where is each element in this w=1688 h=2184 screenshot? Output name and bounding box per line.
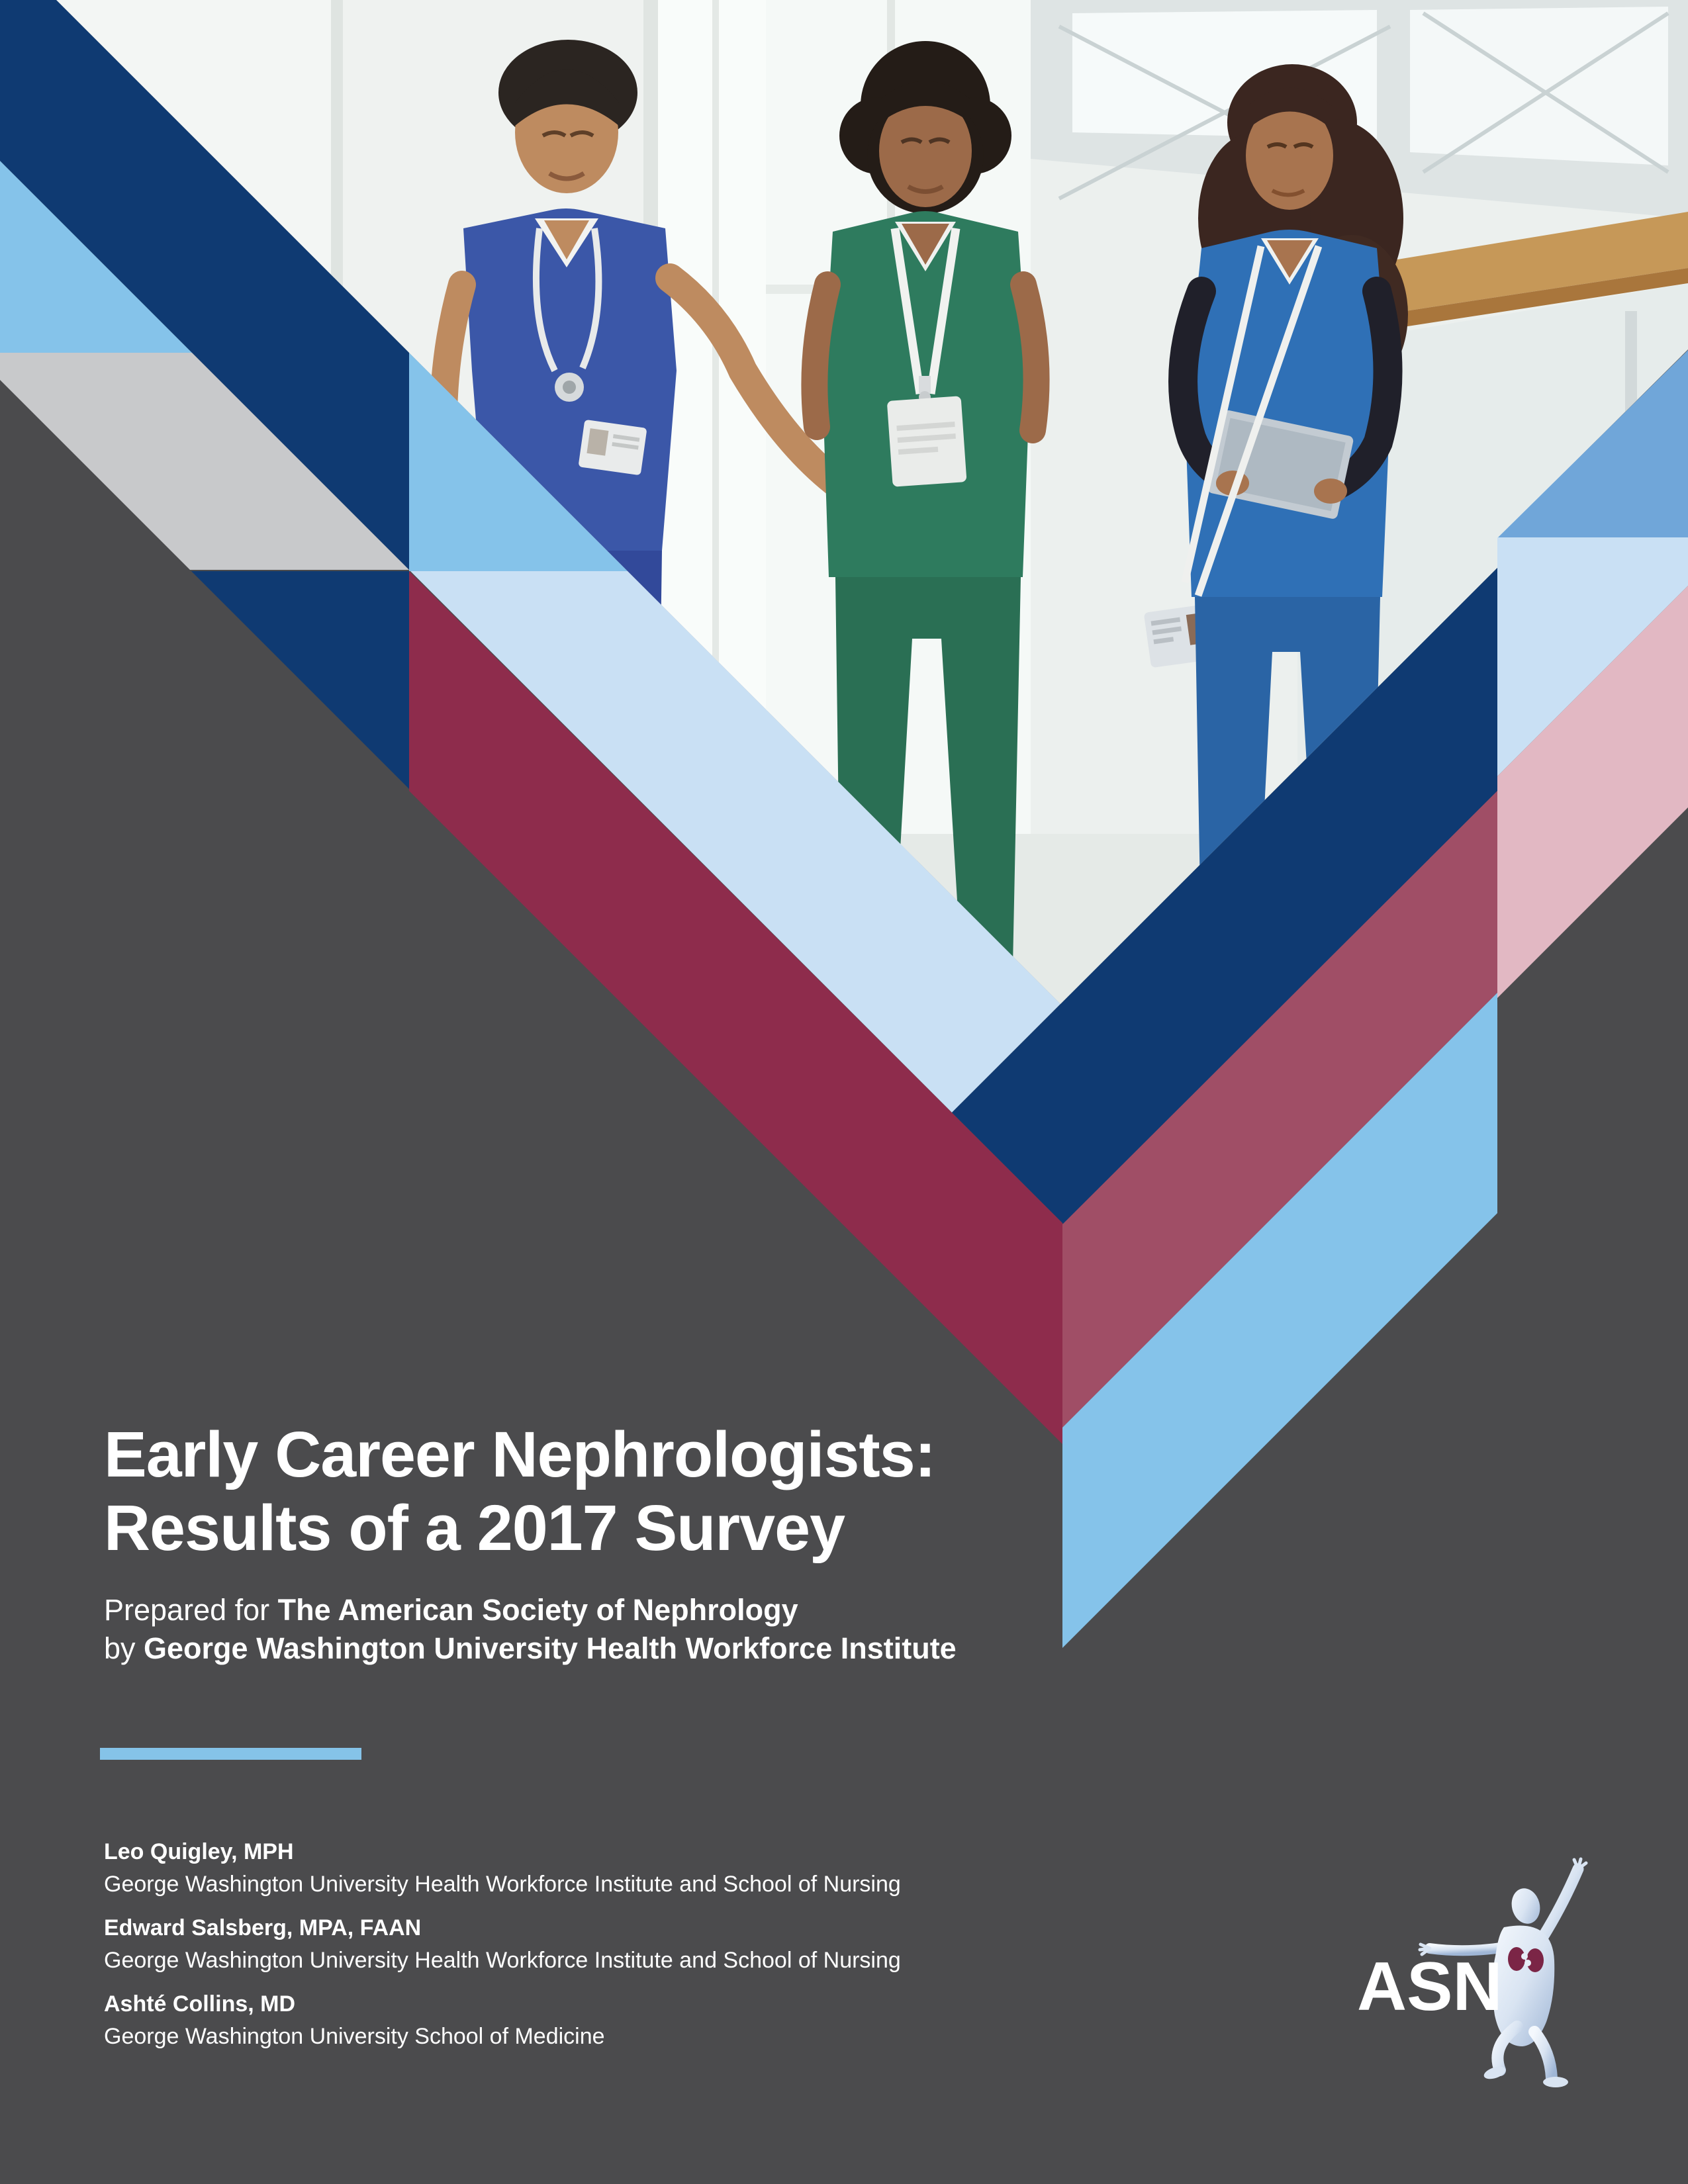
author-affiliation: George Washington University Health Workforce Institute and School of Nursing (104, 1872, 901, 1897)
subtitle-line2-org: George Washington University Health Workforce Institute (144, 1631, 957, 1665)
author-entry (104, 1988, 901, 2053)
subtitle-line1-org: The American Society of Nephrology (277, 1593, 798, 1627)
author-name: Ashté Collins, MD (104, 1991, 296, 2017)
author-name: Edward Salsberg, MPA, FAAN (104, 1915, 422, 1940)
subtitle (104, 1591, 957, 1668)
subtitle-line1-prefix: Prepared for (104, 1593, 278, 1627)
title-line2: Results of a 2017 Survey (104, 1492, 845, 1564)
author-affiliation: George Washington University School of Medicine (104, 2024, 605, 2049)
author-name: Leo Quigley, MPH (104, 1839, 294, 1864)
subtitle-line2-prefix: by (104, 1631, 144, 1665)
accent-divider-bar (100, 1748, 361, 1760)
asn-logo-text: ASN (1357, 1948, 1503, 2025)
author-list (104, 1836, 901, 2064)
author-entry (104, 1836, 901, 1901)
author-entry (104, 1912, 901, 1977)
author-affiliation: George Washington University Health Workforce Institute and School of Nursing (104, 1948, 901, 1973)
title-line1: Early Career Nephrologists: (104, 1418, 935, 1490)
page-title (104, 1418, 935, 1565)
